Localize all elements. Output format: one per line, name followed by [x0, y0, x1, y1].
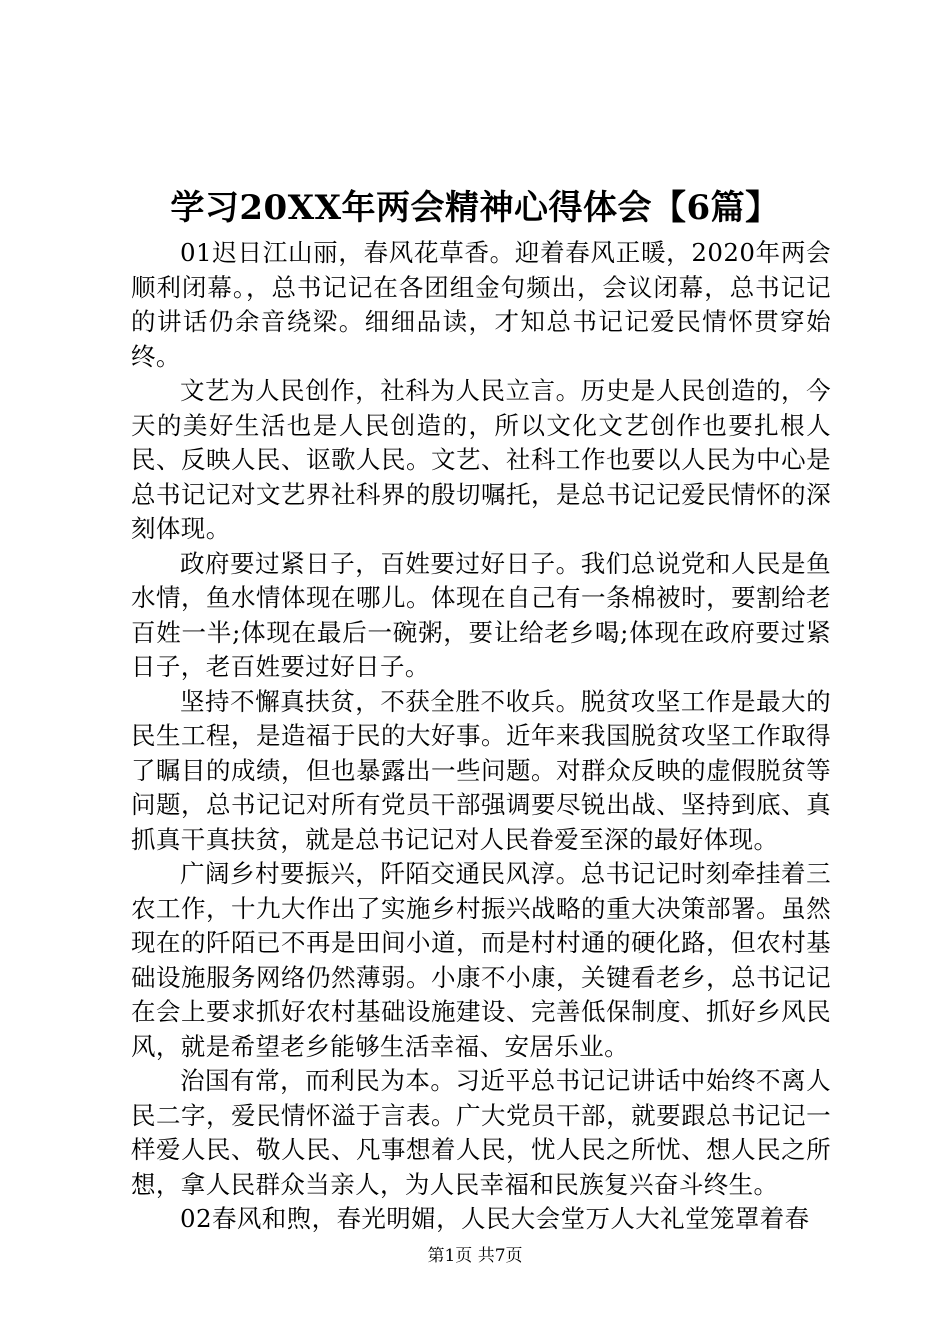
paragraph-2: 文艺为人民创作，社科为人民立言。历史是人民创造的，今天的美好生活也是人民创造的，所以文化文艺创作也要扎根人民、反映人民、讴歌人民。文艺、社科工作也要以人民为中心是总书记记对文艺界社科界的殷切嘱托，是总书记记爱民情怀的深刻体现。	[131, 376, 831, 543]
paragraph-5: 广阔乡村要振兴，阡陌交通民风淳。总书记记时刻牵挂着三农工作，十九大作出了实施乡村振兴战略的重大决策部署。虽然现在的阡陌已不再是田间小道，而是村村通的硬化路，但农村基础设施服务网络仍然薄弱。小康不小康，关键看老乡，总书记记在会上要求抓好农村基础设施建设、完善低保制度、抓好乡风民风，就是希望老乡能够生活幸福、安居乐业。	[131, 859, 831, 1061]
paragraph-4: 坚持不懈真扶贫，不获全胜不收兵。脱贫攻坚工作是最大的民生工程，是造福于民的大好事。近年来我国脱贫攻坚工作取得了瞩目的成绩，但也暴露出一些问题。对群众反映的虚假脱贫等问题，总书记记对所有党员干部强调要尽锐出战、坚持到底、真抓真干真扶贫，就是总书记记对人民眷爱至深的最好体现。	[131, 686, 831, 854]
paragraph-3: 政府要过紧日子，百姓要过好日子。我们总说党和人民是鱼水情，鱼水情体现在哪儿。体现在自己有一条棉被时，要割给老百姓一半;体现在最后一碗粥，要让给老乡喝;体现在政府要过紧日子，老百姓要过好日子。	[131, 548, 831, 681]
paragraph-7: 02春风和煦，春光明媚，人民大会堂万人大礼堂笼罩着春	[180, 1204, 810, 1233]
paragraph-6: 治国有常，而利民为本。习近平总书记记讲话中始终不离人民二字，爱民情怀溢于言表。广大党员干部，就要跟总书记记一样爱人民、敬人民、凡事想着人民，忧人民之所忧、想人民之所想，拿人民群众当亲人，为人民幸福和民族复兴奋斗终生。	[131, 1066, 831, 1199]
document-title: 学习20XX年两会精神心得体会【6篇】	[170, 188, 780, 228]
document-body	[131, 236, 831, 1237]
page-number-footer: 第1页 共7页	[427, 1246, 523, 1266]
paragraph-1: 01迟日江山丽，春风花草香。迎着春风正暖，2020年两会顺利闭幕。，总书记记在各团组金句频出，会议闭幕，总书记记的讲话仍余音绕梁。细细品读，才知总书记记爱民情怀贯穿始终。	[131, 238, 831, 371]
